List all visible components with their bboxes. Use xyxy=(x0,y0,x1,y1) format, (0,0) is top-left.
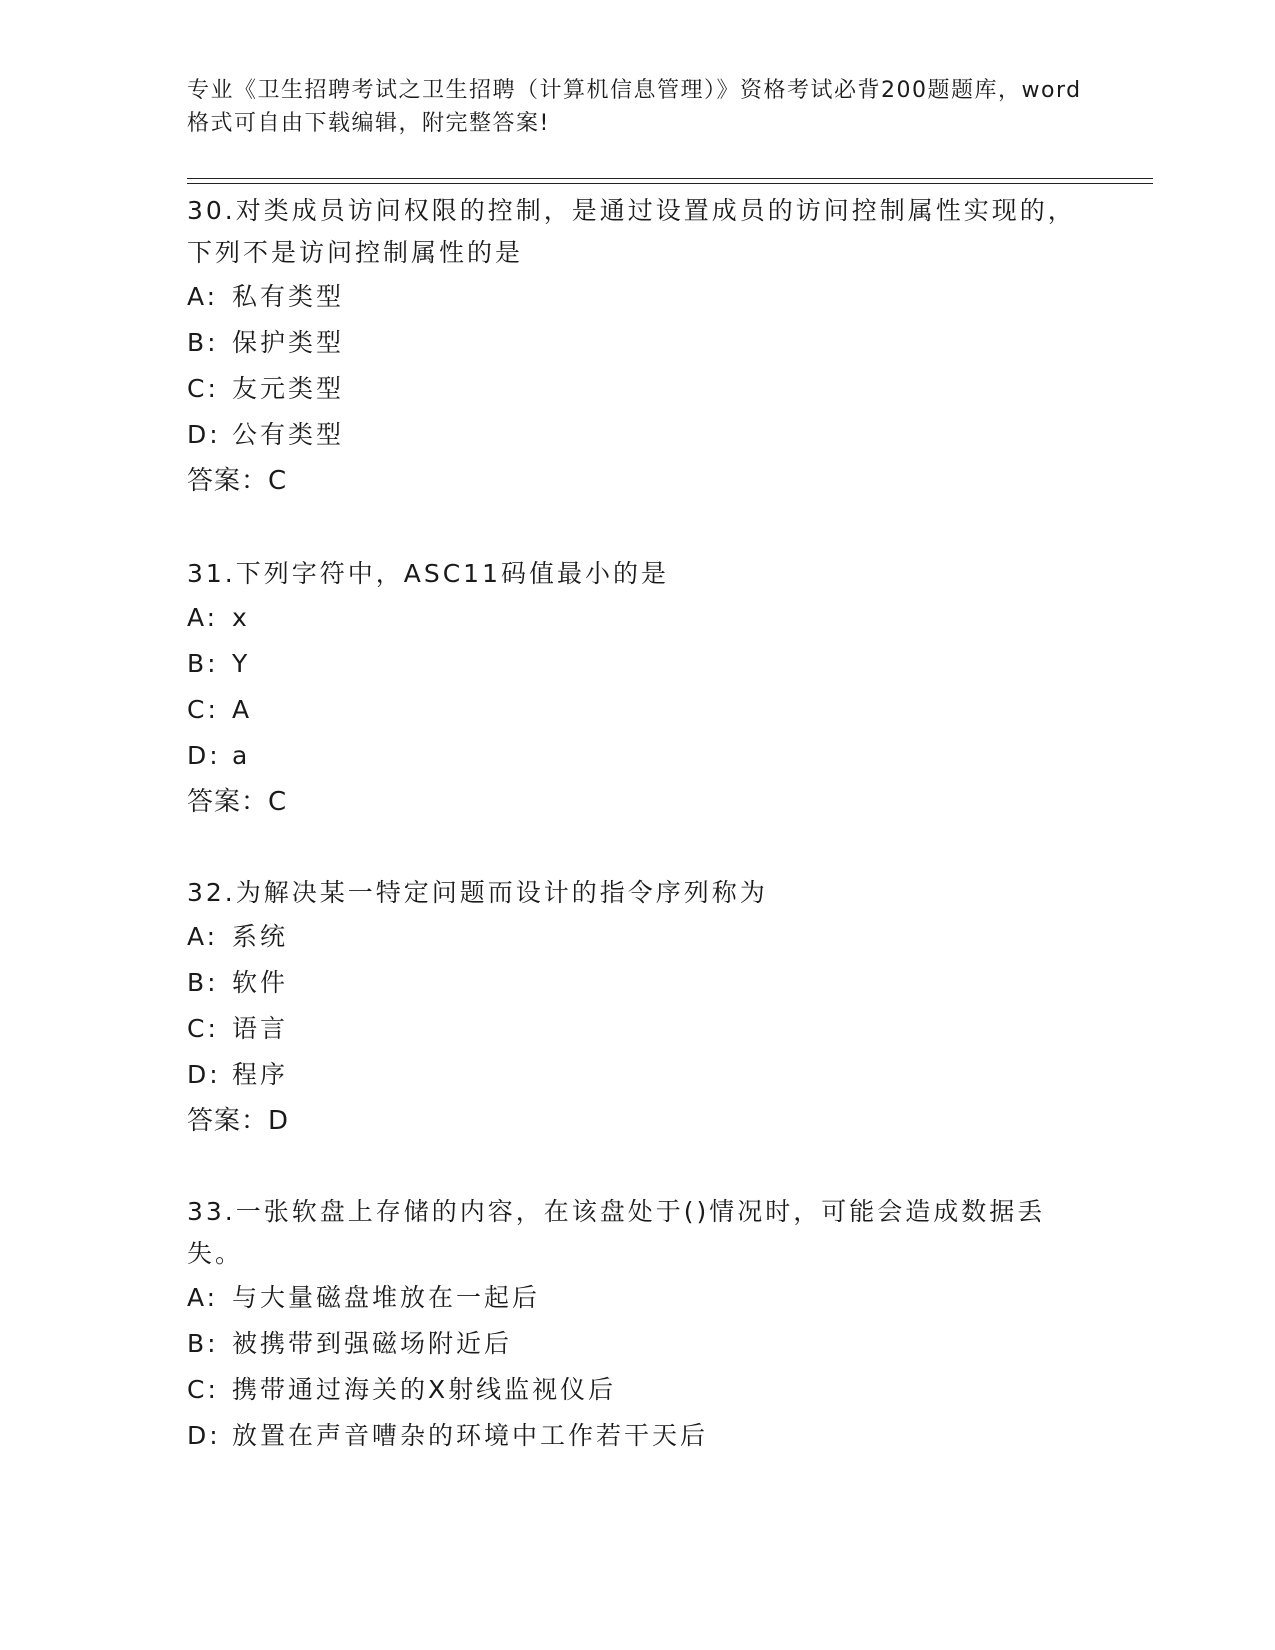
option-text: Y xyxy=(232,649,251,678)
question-30 xyxy=(187,190,1087,504)
option-text: 友元类型 xyxy=(232,374,345,403)
option-letter: B: xyxy=(187,968,219,997)
option-c xyxy=(187,687,1087,733)
document-header xyxy=(187,74,1087,140)
option-c xyxy=(187,1367,1087,1413)
option-letter: D: xyxy=(187,741,221,770)
option-letter: D: xyxy=(187,1060,221,1089)
option-letter: C: xyxy=(187,695,219,724)
option-text: 被携带到强磁场附近后 xyxy=(232,1329,513,1358)
option-b xyxy=(187,320,1087,366)
option-b xyxy=(187,1321,1087,1367)
header-divider-top xyxy=(187,178,1153,179)
option-text: 携带通过海关的X射线监视仪后 xyxy=(232,1375,617,1404)
header-divider-bottom xyxy=(187,183,1153,184)
question-stem: 32.为解决某一特定问题而设计的指令序列称为 xyxy=(187,878,768,907)
option-letter: C: xyxy=(187,374,219,403)
document-title: 专业《卫生招聘考试之卫生招聘（计算机信息管理）》资格考试必背200题题库，word格式可自由下载编辑，附完整答案! xyxy=(187,78,1082,136)
option-b xyxy=(187,641,1087,687)
option-a xyxy=(187,1275,1087,1321)
option-text: x xyxy=(232,603,250,632)
option-text: 系统 xyxy=(232,922,289,951)
option-b xyxy=(187,960,1087,1006)
option-text: a xyxy=(232,741,251,770)
option-d xyxy=(187,733,1087,779)
option-text: A xyxy=(232,695,253,724)
option-text: 软件 xyxy=(232,968,289,997)
option-text: 保护类型 xyxy=(232,328,345,357)
option-a xyxy=(187,274,1087,320)
answer-line: 答案：D xyxy=(187,1106,290,1136)
option-letter: C: xyxy=(187,1014,219,1043)
answer-line: 答案：C xyxy=(187,466,288,496)
question-31 xyxy=(187,553,1087,825)
option-letter: C: xyxy=(187,1375,219,1404)
option-letter: D: xyxy=(187,1421,221,1450)
option-d xyxy=(187,1052,1087,1098)
option-text: 私有类型 xyxy=(232,282,345,311)
option-text: 程序 xyxy=(232,1060,289,1089)
option-text: 与大量磁盘堆放在一起后 xyxy=(232,1283,541,1312)
option-a xyxy=(187,914,1087,960)
option-text: 放置在声音嘈杂的环境中工作若干天后 xyxy=(232,1421,709,1450)
option-c xyxy=(187,1006,1087,1052)
question-32 xyxy=(187,872,1087,1144)
question-stem: 31.下列字符中，ASC11码值最小的是 xyxy=(187,559,669,588)
option-text: 语言 xyxy=(232,1014,289,1043)
option-letter: A: xyxy=(187,603,219,632)
option-letter: B: xyxy=(187,649,219,678)
question-33 xyxy=(187,1191,1087,1459)
option-d xyxy=(187,412,1087,458)
question-stem: 33.一张软盘上存储的内容，在该盘处于()情况时，可能会造成数据丢失。 xyxy=(187,1197,1046,1268)
question-stem: 30.对类成员访问权限的控制，是通过设置成员的访问控制属性实现的，下列不是访问控制属性的是 xyxy=(187,196,1076,267)
option-letter: B: xyxy=(187,328,219,357)
option-letter: B: xyxy=(187,1329,219,1358)
option-letter: A: xyxy=(187,922,219,951)
option-d xyxy=(187,1413,1087,1459)
option-letter: D: xyxy=(187,420,221,449)
answer-line: 答案：C xyxy=(187,787,288,817)
option-c xyxy=(187,366,1087,412)
option-letter: A: xyxy=(187,1283,219,1312)
option-letter: A: xyxy=(187,282,219,311)
option-text: 公有类型 xyxy=(232,420,345,449)
option-a xyxy=(187,595,1087,641)
